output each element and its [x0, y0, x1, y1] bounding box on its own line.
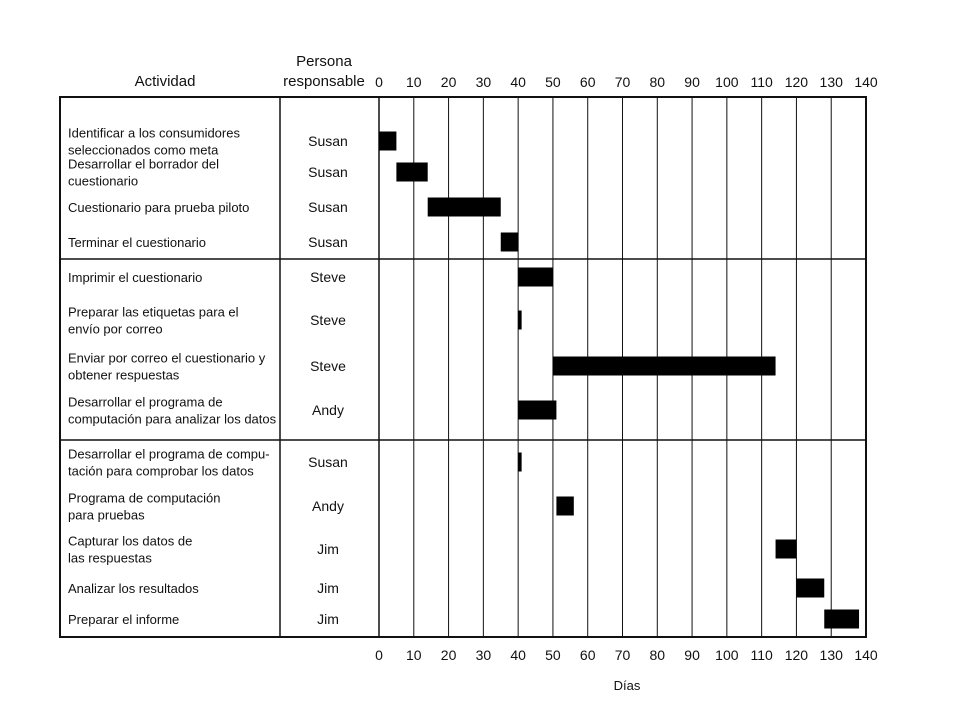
activity-label: computación para analizar los datos	[68, 411, 277, 427]
task-bar	[796, 579, 824, 598]
top-tick-label: 10	[405, 74, 422, 90]
bottom-tick-labels	[375, 647, 878, 663]
activity-label: seleccionados como meta	[68, 142, 219, 158]
bottom-tick-label: 70	[614, 647, 631, 663]
activity-label: Cuestionario para prueba piloto	[68, 200, 250, 215]
task-row	[68, 491, 574, 523]
task-bar	[518, 268, 553, 287]
task-row	[68, 305, 522, 337]
top-tick-label: 80	[649, 74, 666, 90]
activity-label: Desarrollar el programa de	[68, 394, 223, 410]
top-tick-label: 120	[784, 74, 809, 90]
task-bar	[776, 540, 797, 559]
task-row	[68, 157, 428, 189]
activity-label: tación para comprobar los datos	[68, 463, 254, 479]
activity-label: envío por correo	[68, 321, 163, 337]
bottom-tick-label: 40	[510, 647, 526, 663]
top-tick-label: 100	[715, 74, 739, 90]
task-bar	[824, 610, 859, 629]
person-label: Susan	[308, 234, 348, 250]
task-bar	[501, 233, 518, 252]
top-tick-label: 140	[854, 74, 878, 90]
person-label: Andy	[312, 402, 344, 418]
task-row	[68, 610, 859, 629]
activity-label: Desarrollar el programa de compu-	[68, 446, 270, 462]
activity-label: obtener respuestas	[68, 367, 180, 383]
person-label: Andy	[312, 498, 344, 514]
person-label: Susan	[308, 454, 348, 470]
task-bar	[379, 132, 396, 151]
person-label: Susan	[308, 133, 348, 149]
person-label: Jim	[317, 580, 339, 596]
task-row	[68, 351, 776, 383]
activity-label: Capturar los datos de	[68, 533, 193, 549]
activity-label: Preparar el informe	[68, 612, 180, 627]
activity-label: Preparar las etiquetas para el	[68, 304, 239, 320]
person-label: Susan	[308, 199, 348, 215]
bottom-tick-label: 110	[750, 647, 773, 663]
task-row	[68, 198, 501, 217]
task-row	[68, 126, 396, 158]
task-row	[68, 268, 553, 287]
top-tick-label: 90	[684, 74, 700, 90]
person-label: Jim	[317, 541, 339, 557]
task-row	[68, 233, 518, 252]
activity-label: Desarrollar el borrador del	[68, 156, 220, 172]
activity-label: Programa de computación	[68, 490, 221, 506]
top-tick-label: 70	[614, 74, 631, 90]
bottom-tick-label: 30	[475, 647, 492, 663]
person-header-line-1: Persona	[296, 53, 352, 70]
bottom-tick-label: 80	[649, 647, 666, 663]
top-tick-labels	[375, 74, 878, 90]
activity-label: Identificar a los consumidores	[68, 125, 240, 141]
activity-label: Imprimir el cuestionario	[68, 270, 203, 285]
person-header-line-2: responsable	[283, 73, 365, 90]
task-rows	[68, 126, 859, 629]
top-tick-label: 30	[475, 74, 492, 90]
person-label: Steve	[310, 312, 346, 328]
task-row	[68, 447, 522, 479]
bottom-tick-label: 10	[405, 647, 422, 663]
person-label: Steve	[310, 358, 346, 374]
bottom-tick-label: 140	[854, 647, 878, 663]
bottom-tick-label: 0	[375, 647, 383, 663]
activity-label: cuestionario	[68, 173, 139, 189]
top-tick-label: 130	[819, 74, 843, 90]
person-label: Jim	[317, 611, 339, 627]
activity-label: para pruebas	[68, 507, 145, 523]
bottom-tick-label: 120	[784, 647, 809, 663]
bottom-tick-label: 20	[440, 647, 457, 663]
top-tick-label: 50	[545, 74, 561, 90]
task-bar	[518, 401, 556, 420]
person-label: Steve	[310, 269, 346, 285]
person-label: Susan	[308, 164, 348, 180]
bottom-tick-label: 100	[715, 647, 739, 663]
bottom-tick-label: 50	[545, 647, 561, 663]
top-tick-label: 60	[579, 74, 596, 90]
bottom-tick-label: 130	[819, 647, 843, 663]
task-bar	[396, 163, 427, 182]
activity-label: Analizar los resultados	[68, 581, 199, 596]
bottom-tick-label: 90	[684, 647, 700, 663]
x-axis-label: Días	[613, 678, 641, 693]
task-bar	[556, 497, 573, 516]
activity-label: Terminar el cuestionario	[68, 235, 207, 250]
task-bar	[518, 311, 521, 330]
task-bar	[428, 198, 501, 217]
task-row	[68, 534, 796, 566]
top-tick-label: 40	[510, 74, 526, 90]
activity-header: Actividad	[134, 73, 196, 90]
top-tick-label: 0	[375, 74, 383, 90]
top-tick-label: 20	[440, 74, 457, 90]
task-row	[68, 579, 824, 598]
bottom-tick-label: 60	[579, 647, 596, 663]
task-bar	[518, 453, 521, 472]
activity-label: Enviar por correo el cuestionario y	[68, 350, 266, 366]
activity-label: las respuestas	[68, 550, 152, 566]
task-bar	[553, 357, 776, 376]
top-tick-label: 110	[750, 74, 773, 90]
